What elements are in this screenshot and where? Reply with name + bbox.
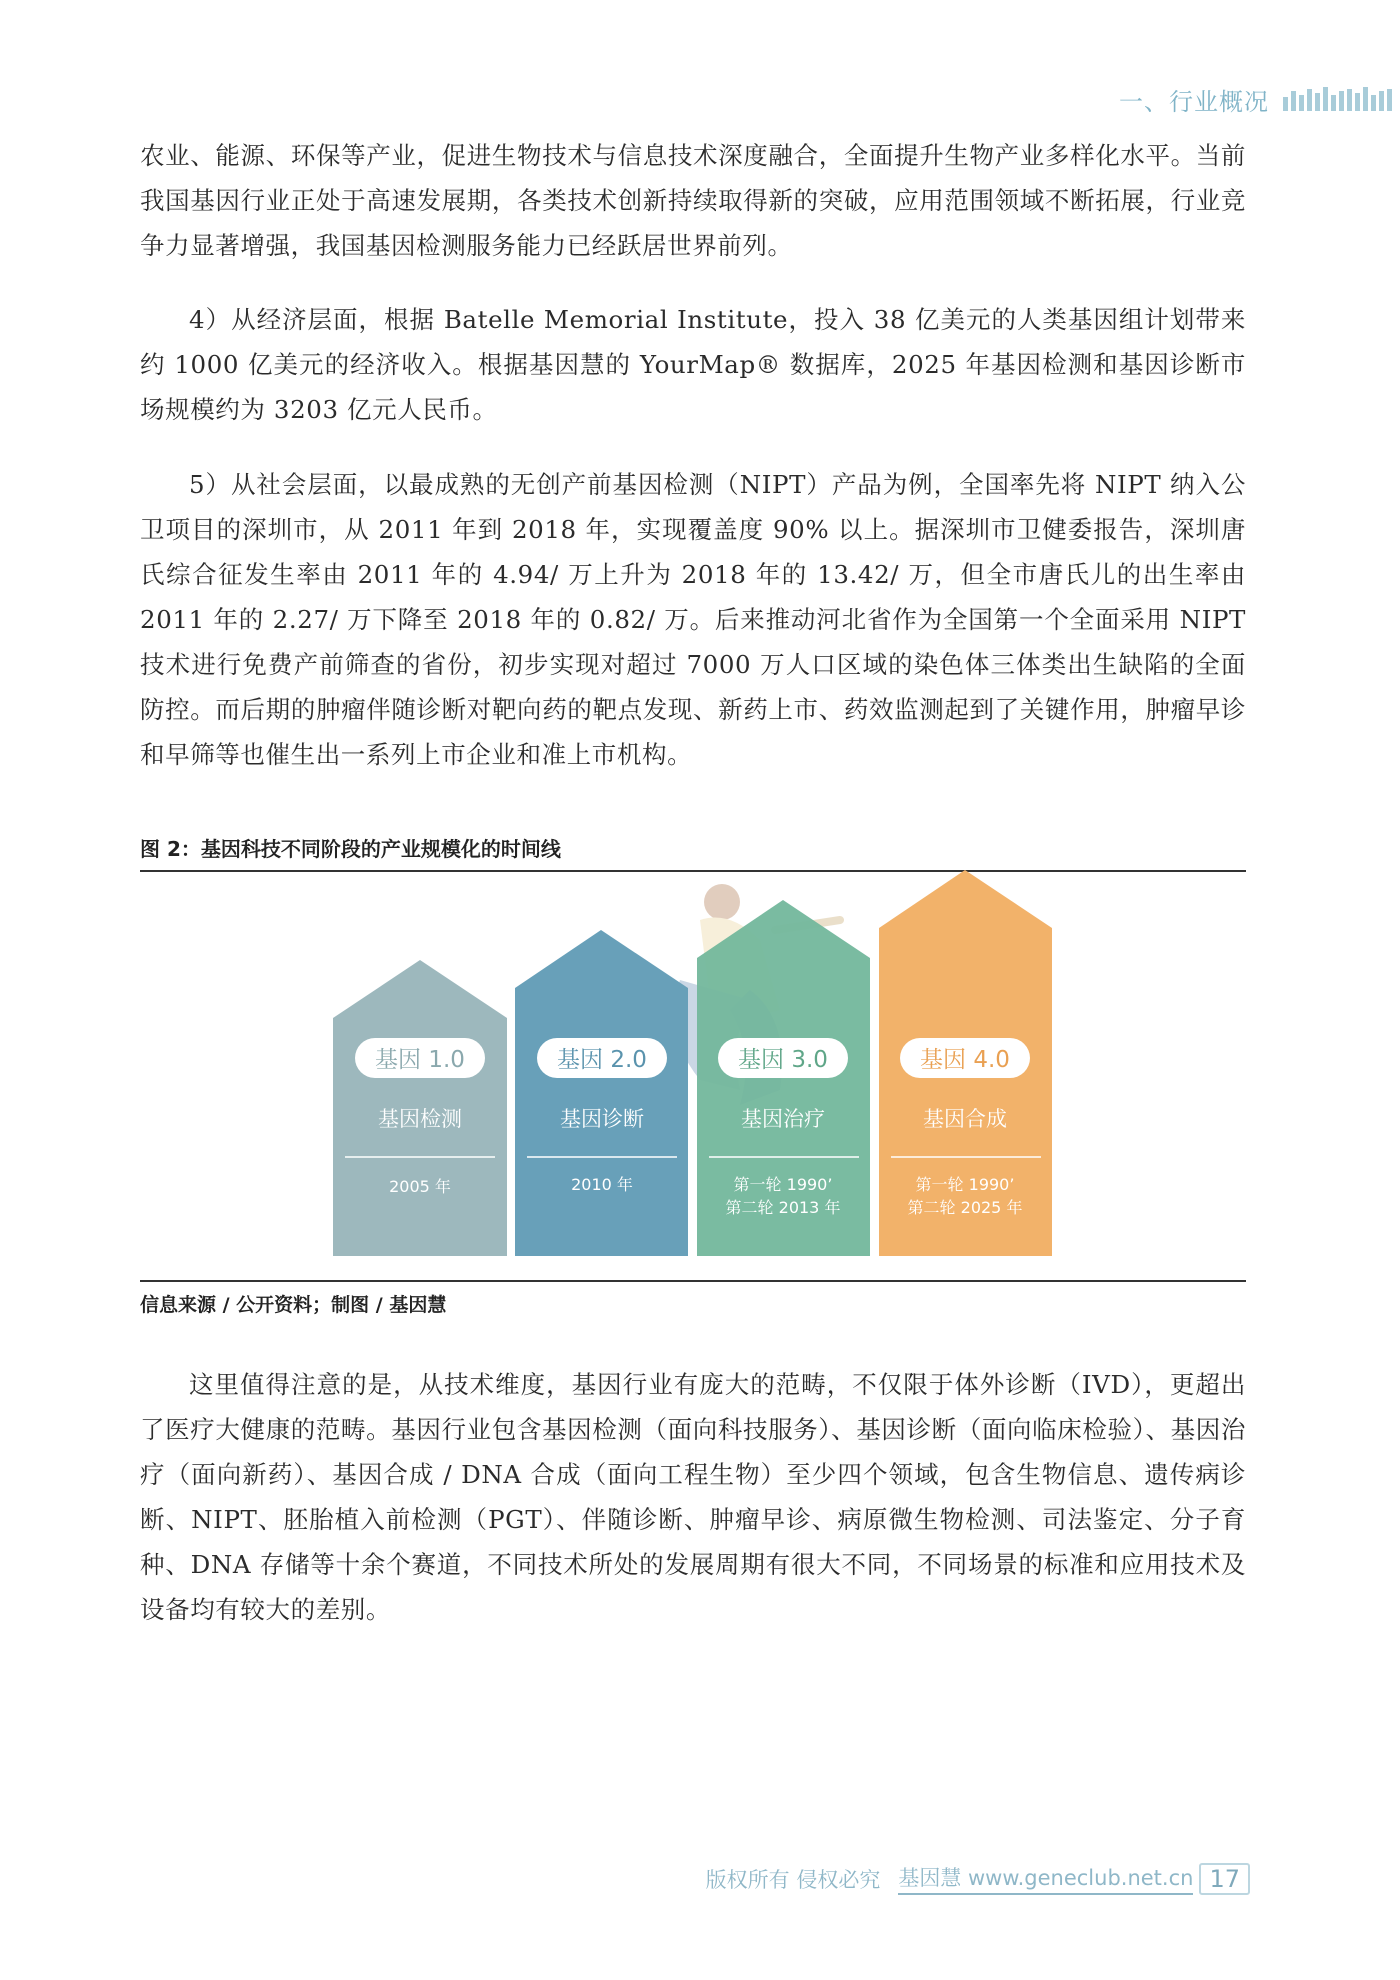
- paragraph-2-container: [140, 297, 1246, 432]
- stage-2-badge: 基因 2.0: [557, 1047, 647, 1073]
- page-number: 17: [1199, 1863, 1250, 1895]
- stage-2: [515, 930, 688, 1256]
- figure-source: 信息来源 / 公开资料；制图 / 基因慧: [140, 1280, 1246, 1317]
- stage-4-badge: 基因 4.0: [920, 1047, 1010, 1073]
- timeline-graphic: [140, 870, 1246, 1280]
- stage-4-time-2: 第二轮 2025 年: [907, 1198, 1023, 1217]
- paragraph-1-container: [140, 133, 1246, 268]
- section-title: 一、行业概况: [1119, 87, 1269, 116]
- copyright-text: 版权所有 侵权必究: [705, 1867, 881, 1892]
- stage-1-time-1: 2005 年: [389, 1177, 451, 1196]
- paragraph-3-container: [140, 462, 1246, 777]
- section-header: [1119, 82, 1400, 116]
- figure-title: 图 2：基因科技不同阶段的产业规模化的时间线: [140, 833, 1246, 872]
- stage-3-name: 基因治疗: [741, 1107, 825, 1131]
- stage-3-time-1: 第一轮 1990’: [733, 1175, 833, 1194]
- stage-1-badge: 基因 1.0: [375, 1047, 465, 1073]
- paragraph-4: 这里值得注意的是，从技术维度，基因行业有庞大的范畴，不仅限于体外诊断（IVD），更超出了医疗大健康的范畴。基因行业包含基因检测（面向科技服务）、基因诊断（面向临床检验）、基因治疗（面向新药）、基因合成 / DNA 合成（面向工程生物）至少四个领域，包含生物信息、遗传病诊断、NIPT、胚胎植入前检测（PGT）、伴随诊断、肿瘤早诊、病原微生物检测、司法鉴定、分子育种、DNA 存储等十余个赛道，不同技术所处的发展周期有很大不同，不同场景的标准和应用技术及设备均有较大的差别。: [140, 1370, 1246, 1624]
- figure-timeline: [140, 870, 1246, 1280]
- stage-4: [879, 870, 1052, 1256]
- paragraph-2: 4）从经济层面，根据 Batelle Memorial Institute，投入 38 亿美元的人类基因组计划带来约 1000 亿美元的经济收入。根据基因慧的 YourMap® 数据库，2025 年基因检测和基因诊断市场规模约为 3203 亿元人民币。: [140, 305, 1246, 424]
- stage-1: [333, 960, 507, 1256]
- header-decoration: [1283, 87, 1392, 111]
- paragraph-4-container: [140, 1362, 1246, 1632]
- stage-3-time-2: 第二轮 2013 年: [725, 1198, 841, 1217]
- stage-2-name: 基因诊断: [560, 1107, 644, 1131]
- stage-3-badge: 基因 3.0: [738, 1047, 828, 1073]
- stage-2-time-1: 2010 年: [571, 1175, 633, 1194]
- paragraph-3: 5）从社会层面，以最成熟的无创产前基因检测（NIPT）产品为例，全国率先将 NIPT 纳入公卫项目的深圳市，从 2011 年到 2018 年，实现覆盖度 90% 以上。据深圳市卫健委报告，深圳唐氏综合征发生率由 2011 年的 4.94/ 万上升为 2018 年的 13.42/ 万，但全市唐氏儿的出生率由 2011 年的 2.27/ 万下降至 2018 年的 0.82/ 万。后来推动河北省作为全国第一个全面采用 NIPT 技术进行免费产前筛查的省份，初步实现对超过 7000 万人口区域的染色体三体类出生缺陷的全面防控。而后期的肿瘤伴随诊断对靶向药的靶点发现、新药上市、药效监测起到了关键作用，肿瘤早诊和早筛等也催生出一系列上市企业和准上市机构。: [140, 470, 1246, 769]
- site-link[interactable]: 基因慧 www.geneclub.net.cn: [898, 1862, 1193, 1895]
- stage-2-shape: [515, 930, 688, 1256]
- stage-4-name: 基因合成: [923, 1107, 1007, 1131]
- stage-3: [697, 900, 870, 1256]
- stage-1-name: 基因检测: [378, 1107, 462, 1131]
- stage-4-time-1: 第一轮 1990’: [915, 1175, 1015, 1194]
- page-footer: [706, 1862, 1250, 1895]
- paragraph-1: 农业、能源、环保等产业，促进生物技术与信息技术深度融合，全面提升生物产业多样化水平。当前我国基因行业正处于高速发展期，各类技术创新持续取得新的突破，应用范围领域不断拓展，行业竞争力显著增强，我国基因检测服务能力已经跃居世界前列。: [140, 141, 1246, 260]
